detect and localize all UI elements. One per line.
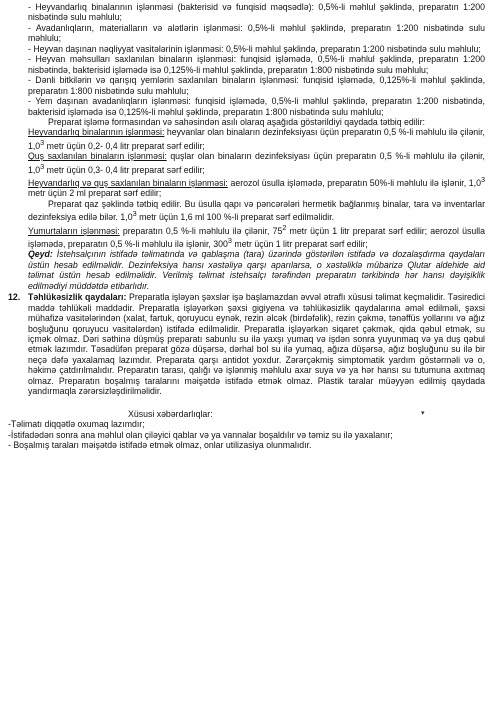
section-title: Təhlükəsizlik qaydaları: (28, 292, 127, 303)
special-warnings-list (8, 419, 485, 450)
document-body (8, 2, 486, 451)
application-paragraph: Quş saxlanılan binaların işlənməsi: quşlar olan binaların dezinfeksiyası üçün preparatın 0,5 %-li məhlulu ilə çilənir, $1,0^3$ metr üçün 0,3- 0,4 litr preparat sərf edilir; (28, 151, 485, 175)
special-warnings-heading: Xüsusi xəbərdarlıqlar: ▾ (128, 408, 425, 419)
application-paragraph: Heyvandarlıq binalarının işlənməsi: heyvanlar olan binaların dezinfeksiyası üçün preparatın 0,5 %-li məhlulu ilə çilənir, $1,0^3$ metr üçün 0,2- 0,4 litr preparat sərf edilir; (28, 127, 485, 151)
list-item: - Dənli bitkilərin və qarışıq yemlərin saxlanılan binaların işlənməsi: funqisid işləmədə, 0,125%-li məhlul şəklində, preparatın 1:800 nisbətində sulu məhlulu; (28, 75, 485, 96)
application-heading: Heyvandarlıq və quş saxlanılan binaların işlənməsi: (28, 177, 228, 188)
application-heading: Heyvandarlıq binalarının işlənməsi: (28, 127, 165, 138)
note-paragraph: Qeyd: İstehsalçının istifadə təlimatında və qablaşma (tara) üzərində göstərilən istifadə və dozalaşdırma qaydaları üstün hesab edilməlidir. Dezinfeksiya hansı xəstəliyə qarşı aparılarsa, o xəstəliklə mübarizə Qlutar aldehide aid təlimat üstün hesab edilməlidir. Verilmiş təlimat istehsalçı tərəfindən preparatın tərkibində hər hansı dəyişiklik edilmədiyi müddətdə etibarlıdır. (28, 249, 485, 291)
safety-paragraph: Təhlükəsizlik qaydaları: Preparatla işləyən şəxslər işə başlamazdan əvvəl ətraflı xüsusi təlimat keçməlidir. Təsiredici maddə təhlükəli maddədir. Preparatla işləyərkən şəxsi gigiyena və təhlükəsizlik qaydalarına əməl edilməli, şəxsi mühafizə vasitələrindən (xalat, fartuk, qoruyucu eynək, rezin əlcək (birdəfəlik), rezin çəkmə, tənəffüs yollarını və ağız boşluğunu qoruyucu vasitələrdən) istifadə edilməlidir. Preparatla işləyərkən siqaret çəkmək, qida qəbul etmək, su içmək olmaz. Dəri səthinə düşmüş preparatı sabunlu su ilə yaxşı yumaq və işdən sonra yuyunmaq və ya duş qəbul etmək lazımdır. Təsadüfən preparat gözə düşərsə, dərhal bol su ilə yumaq, ağıza düşərsə, ağız boşluğunu su ilə bir neçə dəfə yaxalamaq lazımdır. Preparata qarşı antidot yoxdur. Zərərçəkmiş simptomatik yardım göstərməli və o, həkimə çatdırılmalıdır. Preparatın tarası, qalığı və işlənmiş məhlulu axar suya və ya hər hansı su tutumuna axıtmaq olmaz. Preparatın boşalmış taralarını məişətdə istifadə etmək olmaz. Plastik taralar müəyyən edilmiş qaydada yandırmaqla zərərsizləşdirilməlidir. (28, 292, 486, 397)
list-item: - Heyvandarlıq binalarının işlənməsi (bakterisid və funqisid məqsədlə): 0,5%-li məhlul şəklində, preparatın 1:200 nisbətində sulu məhlulu; (28, 2, 485, 23)
application-heading: Quş saxlanılan binaların işlənməsi: (28, 151, 167, 162)
note-label: Qeyd: (28, 249, 53, 260)
small-mark: ▾ (421, 409, 425, 417)
application-paragraph: Heyvandarlıq və quş saxlanılan binaların işlənməsi: aerozol üsulla işləmədə, preparatın 50%-li məhlulu ilə işlənir, $1,0^3$ metr üçün 2 ml preparat sərf edilir; (28, 175, 485, 199)
egg-treatment-paragraph: Yumurtaların işlənməsi: preparatın 0,5 %-li məhlulu ilə çilənir, $75^2$ metr üçün 1 litr preparat sərf edilir; aerozol üsulla işləmədə, preparatın 0,5 %-li məhlulu ilə işlənir, $300^3$ metr üçün 1 litr preparat sərf edilir; (28, 222, 485, 249)
warning-item: -Təlimatı diqqətlə oxumaq lazımdır; (8, 419, 145, 430)
egg-treatment-heading: Yumurtaların işlənməsi: (28, 225, 120, 236)
list-item: - Heyvan məhsulları saxlanılan binaların işlənməsi: funqisid işləmədə, 0,5%-li məhlul şəklində, preparatın 1:200 nisbətində, bakterisid işləmədə isə 0,125%-li məhlul şəklində, preparatın 1:800 nisbətində sulu məhlulu; (28, 54, 485, 75)
warning-item: - Boşalmış taraları məişətdə istifadə etmək olmaz, onlar utilizasiya olunmalıdır. (8, 440, 312, 451)
safety-section (8, 292, 486, 397)
gas-application-paragraph: Preparat qaz şəklində tətbiq edilir. Bu üsulla qapı və pəncərələri hermetik bağlanmış binalar, tara və inventarlar dezinfeksiya edilə bilər. $1,0^3$ metr üçün 1,6 ml 100 %-li preparat sərf edilməlidir. (28, 198, 485, 223)
section-number: 12. (8, 292, 21, 303)
application-intro: Preparat işləmə formasından və sahəsindən asılı olaraq aşağıda göstərildiyi qaydada tətbiq edilir: (48, 116, 425, 127)
warning-item: -İstifadədən sonra ana məhlul olan çiləyici qablar və ya vannalar boşaldılır və təmiz su ilə yaxalanır; (8, 429, 393, 440)
list-item: - Avadanlıqların, materialların və alətlərin işlənməsi: 0,5%-li məhlul şəklində, preparatın 1:200 nisbətində sulu məhlulu; (28, 22, 485, 44)
list-item: - Yem daşınan avadanlıqların işlənməsi: funqisid işləmədə, 0,5%-li məhlul şəklində, preparatın 1:200 nisbətində, bakterisid işləmədə isə 0,125%-li məhlul şəklində, preparatın 1:800 nisbətində sulu məhlulu; (28, 96, 485, 117)
list-item: - Heyvan daşınan nəqliyyat vasitələrinin işlənməsi: 0,5%-li məhlul şəklində, preparatın 1:200 nisbətində sulu məhlulu; (28, 43, 481, 54)
